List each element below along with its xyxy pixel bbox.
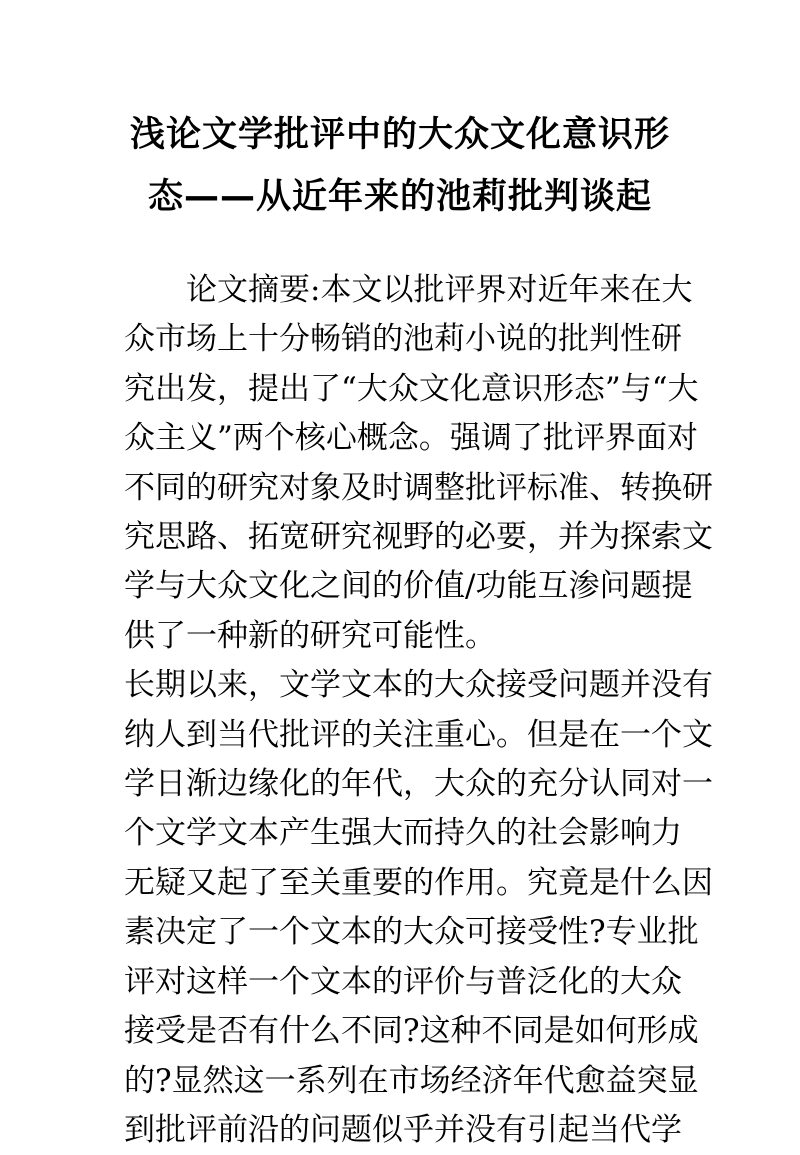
text-line: 个文学文本产生强大而持久的社会影响力 bbox=[124, 815, 682, 852]
text-line: 学与大众文化之间的价值/功能互渗问题提 bbox=[124, 568, 693, 605]
abstract-paragraph bbox=[124, 266, 713, 661]
body-paragraph bbox=[124, 661, 713, 1155]
text-line: 的?显然这一系列在市场经济年代愈益突显 bbox=[124, 1062, 699, 1099]
text-line: 到批评前沿的问题似乎并没有引起当代学 bbox=[124, 1111, 682, 1148]
text-line: 不同的研究对象及时调整批评标准、转换研 bbox=[124, 469, 713, 506]
text-line: 纳人到当代批评的关注重心。但是在一个文 bbox=[124, 716, 713, 753]
text-line: 究思路、拓宽研究视野的必要，并为探索文 bbox=[124, 519, 713, 556]
text-line: 素决定了一个文本的大众可接受性?专业批 bbox=[124, 914, 699, 951]
text-line: 无疑又起了至关重要的作用。究竟是什么因 bbox=[124, 864, 713, 901]
text-line: 众市场上十分畅销的池莉小说的批判性研 bbox=[124, 321, 682, 358]
text-line: 长期以来，文学文本的大众接受问题并没有 bbox=[124, 667, 713, 704]
text-line: 究出发，提出了“大众文化意识形态”与“大 bbox=[124, 370, 699, 407]
text-line: 评对这样一个文本的评价与普泛化的大众 bbox=[124, 963, 682, 1000]
text-line: 论文摘要:本文以批评界对近年来在大 bbox=[186, 272, 693, 308]
text-line: 供了一种新的研究可能性。 bbox=[124, 617, 496, 654]
text-line: 众主义”两个核心概念。强调了批评界面对 bbox=[124, 420, 698, 457]
page-title bbox=[100, 104, 700, 228]
title-line: 浅论文学批评中的大众文化意识形 bbox=[129, 115, 670, 155]
text-line: 学日渐边缘化的年代，大众的充分认同对一 bbox=[124, 766, 713, 803]
title-line: 态——从近年来的池莉批判谈起 bbox=[147, 177, 652, 217]
text-line: 接受是否有什么不同?这种不同是如何形成 bbox=[124, 1013, 699, 1050]
article-body bbox=[124, 266, 713, 1155]
